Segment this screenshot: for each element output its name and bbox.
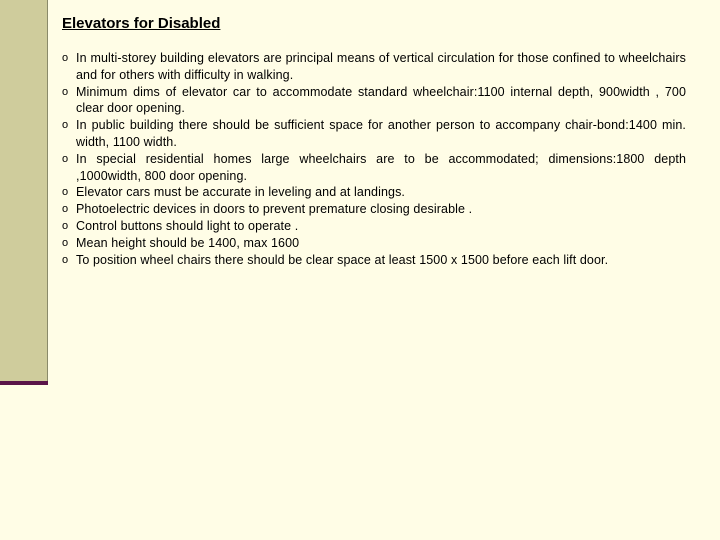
bullet-item <box>62 184 686 201</box>
bullet-marker: o <box>62 186 69 199</box>
side-bar-accent-line <box>0 381 48 385</box>
bullet-item <box>62 84 686 118</box>
bullet-text: In multi-storey building elevators are principal means of vertical circulation for those confined to wheelchairs and for others with difficulty in walking. <box>76 51 686 82</box>
bullet-item <box>62 218 686 235</box>
bullet-text: Control buttons should light to operate . <box>76 218 299 233</box>
bullet-text: To position wheel chairs there should be clear space at least 1500 x 1500 before each lift door. <box>76 252 609 267</box>
bullet-item <box>62 235 686 252</box>
side-bar-edge <box>47 0 48 384</box>
bullet-marker: o <box>62 52 69 64</box>
bullet-item <box>62 252 686 269</box>
bullet-item <box>62 117 686 151</box>
bullet-marker: o <box>62 253 69 266</box>
bullet-marker: o <box>62 203 69 216</box>
bullet-list <box>62 50 686 268</box>
bullet-text: Elevator cars must be accurate in leveling and at landings. <box>76 185 405 200</box>
bullet-marker: o <box>62 219 69 232</box>
bullet-item <box>62 50 686 84</box>
slide-side-bar <box>0 0 47 383</box>
slide-content <box>62 14 686 268</box>
bullet-marker: o <box>62 152 69 165</box>
bullet-text: In special residential homes large wheelchairs are to be accommodated; dimensions:1800 depth ,1000width, 800 door opening. <box>76 151 686 183</box>
bullet-marker: o <box>62 236 69 249</box>
bullet-item <box>62 151 686 185</box>
slide-title: Elevators for Disabled <box>62 15 221 32</box>
bullet-text: Mean height should be 1400, max 1600 <box>76 235 300 250</box>
bullet-text: In public building there should be sufficient space for another person to accompany chair-bond:1400 min. width, 1100 width. <box>76 118 686 149</box>
bullet-item <box>62 201 686 218</box>
bullet-text: Minimum dims of elevator car to accommodate standard wheelchair:1100 internal depth, 900width , 700 clear door opening. <box>76 84 686 116</box>
bullet-marker: o <box>62 85 69 98</box>
bullet-marker: o <box>62 119 69 132</box>
bullet-text: Photoelectric devices in doors to prevent premature closing desirable . <box>76 202 473 217</box>
